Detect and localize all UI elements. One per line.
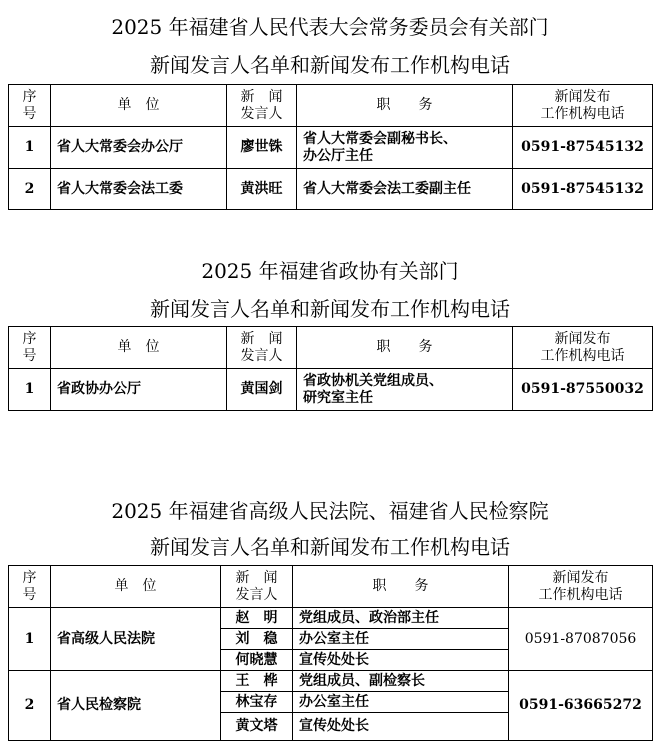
header-phone: 新闻发布 工作机构电话 xyxy=(513,327,653,369)
table-row xyxy=(9,369,653,411)
header-unit: 单 位 xyxy=(51,327,227,369)
table-header-row xyxy=(9,566,653,608)
row-spokesperson: 何晓慧 xyxy=(221,650,293,671)
row-spokesperson: 刘 稳 xyxy=(221,629,293,650)
row-unit: 省人民检察院 xyxy=(51,671,221,741)
table-row xyxy=(9,169,653,210)
row-spokesperson: 王 桦 xyxy=(221,671,293,692)
row-unit: 省人大常委会法工委 xyxy=(51,169,227,210)
row-spokesperson: 黄国剑 xyxy=(227,369,297,411)
row-phone: 0591-87545132 xyxy=(513,127,653,169)
header-no: 序 号 xyxy=(9,566,51,608)
header-phone: 新闻发布 工作机构电话 xyxy=(513,85,653,127)
row-no: 2 xyxy=(9,671,51,741)
row-phone: 0591-87550032 xyxy=(513,369,653,411)
header-no: 序 号 xyxy=(9,85,51,127)
table-header-row xyxy=(9,327,653,369)
section2-title-line1: 2025 年福建省政协有关部门 xyxy=(201,259,459,283)
row-post: 省政协机关党组成员、 研究室主任 xyxy=(297,369,513,411)
table-header-row xyxy=(9,85,653,127)
table-row xyxy=(9,608,653,629)
row-unit: 省人大常委会办公厅 xyxy=(51,127,227,169)
row-spokesperson: 黄文塔 xyxy=(221,713,293,741)
header-spokesperson: 新 闻 发言人 xyxy=(227,327,297,369)
row-spokesperson: 林宝存 xyxy=(221,692,293,713)
header-post: 职 务 xyxy=(297,327,513,369)
row-phone: 0591-87087056 xyxy=(509,608,653,671)
row-post: 宣传处处长 xyxy=(293,713,509,741)
table-row xyxy=(9,127,653,169)
row-unit: 省高级人民法院 xyxy=(51,608,221,671)
section1-title-line1: 2025 年福建省人民代表大会常务委员会有关部门 xyxy=(111,15,549,39)
row-post: 党组成员、副检察长 xyxy=(293,671,509,692)
header-post: 职 务 xyxy=(297,85,513,127)
row-phone: 0591-87545132 xyxy=(513,169,653,210)
section1-table xyxy=(8,84,653,210)
header-no: 序 号 xyxy=(9,327,51,369)
row-phone: 0591-63665272 xyxy=(509,671,653,741)
section2-title-line2: 新闻发言人名单和新闻发布工作机构电话 xyxy=(150,297,510,321)
section2-table xyxy=(8,326,653,411)
header-phone: 新闻发布 工作机构电话 xyxy=(509,566,653,608)
section3-table xyxy=(8,565,653,741)
row-spokesperson: 赵 明 xyxy=(221,608,293,629)
header-unit: 单 位 xyxy=(51,566,221,608)
row-post: 办公室主任 xyxy=(293,692,509,713)
header-post: 职 务 xyxy=(293,566,509,608)
row-post: 省人大常委会副秘书长、 办公厅主任 xyxy=(297,127,513,169)
row-spokesperson: 黄洪旺 xyxy=(227,169,297,210)
section1-title-line2: 新闻发言人名单和新闻发布工作机构电话 xyxy=(150,53,510,77)
row-spokesperson: 廖世铢 xyxy=(227,127,297,169)
section3-title-line1: 2025 年福建省高级人民法院、福建省人民检察院 xyxy=(111,499,549,523)
section3-title-line2: 新闻发言人名单和新闻发布工作机构电话 xyxy=(150,535,510,559)
row-post: 办公室主任 xyxy=(293,629,509,650)
row-unit: 省政协办公厅 xyxy=(51,369,227,411)
table-row xyxy=(9,671,653,692)
header-spokesperson: 新 闻 发言人 xyxy=(221,566,293,608)
row-post: 宣传处处长 xyxy=(293,650,509,671)
row-post: 党组成员、政治部主任 xyxy=(293,608,509,629)
row-no: 1 xyxy=(9,369,51,411)
header-spokesperson: 新 闻 发言人 xyxy=(227,85,297,127)
row-no: 1 xyxy=(9,127,51,169)
row-post: 省人大常委会法工委副主任 xyxy=(297,169,513,210)
row-no: 1 xyxy=(9,608,51,671)
row-no: 2 xyxy=(9,169,51,210)
header-unit: 单 位 xyxy=(51,85,227,127)
